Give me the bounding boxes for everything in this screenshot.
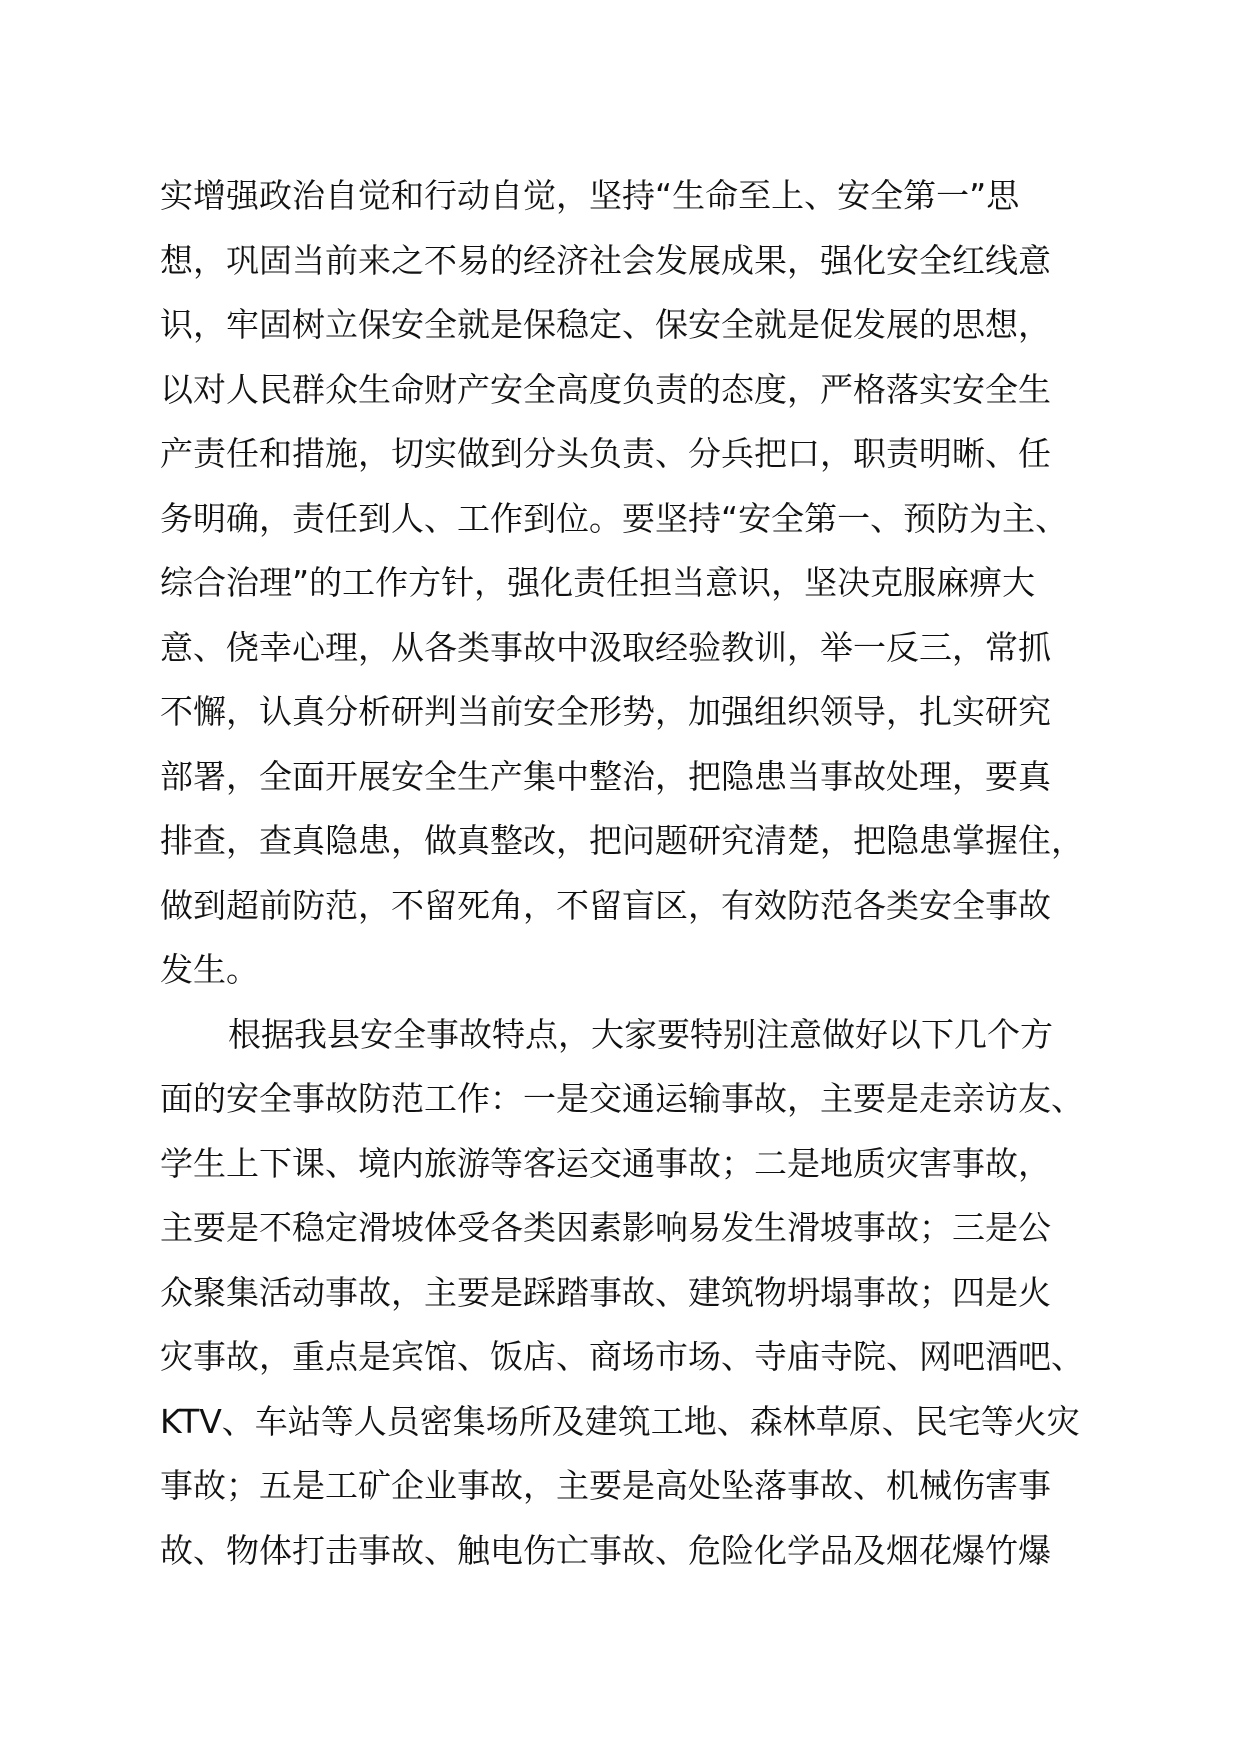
text-line: 面的安全事故防范工作：一是交通运输事故，主要是走亲访友、 <box>160 1079 1084 1118</box>
text-line: KTV、车站等人员密集场所及建筑工地、森林草原、民宅等火灾 <box>160 1401 1080 1441</box>
text-line: 以对人民群众生命财产安全高度负责的态度，严格落实安全生 <box>160 369 1051 409</box>
paragraph-2 <box>160 1003 1120 1584</box>
text-line: 产责任和措施，切实做到分头负责、分兵把口，职责明晰、任 <box>160 434 1051 473</box>
text-line: 想，巩固当前来之不易的经济社会发展成果，强化安全红线意 <box>160 240 1051 280</box>
text-line: 排查，查真隐患，做真整改，把问题研究清楚，把隐患掌握住， <box>160 821 1084 860</box>
body-text <box>160 164 1120 1583</box>
text-line: 灾事故，重点是宾馆、饭店、商场市场、寺庙寺院、网吧酒吧、 <box>160 1337 1084 1376</box>
text-line: 故、物体打击事故、触电伤亡事故、危险化学品及烟花爆竹爆 <box>160 1530 1051 1570</box>
text-line-indented: 根据我县安全事故特点，大家要特别注意做好以下几个方 <box>228 1014 1053 1054</box>
text-line: 意、侥幸心理，从各类事故中汲取经验教训，举一反三，常抓 <box>160 627 1051 667</box>
text-line: 学生上下课、境内旅游等客运交通事故；二是地质灾害事故， <box>160 1143 1051 1183</box>
paragraph-1 <box>160 164 1120 1003</box>
text-line: 不懈，认真分析研判当前安全形势，加强组织领导，扎实研究 <box>160 692 1051 731</box>
text-line: 务明确，责任到人、工作到位。要坚持“安全第一、预防为主、 <box>160 498 1069 538</box>
text-line: 识，牢固树立保安全就是保稳定、保安全就是促发展的思想， <box>160 305 1051 344</box>
text-line: 综合治理”的工作方针，强化责任担当意识，坚决克服麻痹大 <box>160 563 1036 602</box>
text-line: 众聚集活动事故，主要是踩踏事故、建筑物坍塌事故；四是火 <box>160 1272 1051 1312</box>
text-line: 实增强政治自觉和行动自觉，坚持“生命至上、安全第一”思 <box>160 176 1020 215</box>
text-line: 事故；五是工矿企业事故，主要是高处坠落事故、机械伤害事 <box>160 1466 1051 1505</box>
text-line: 发生。 <box>160 950 259 989</box>
text-line: 部署，全面开展安全生产集中整治，把隐患当事故处理，要真 <box>160 756 1051 796</box>
text-line: 主要是不稳定滑坡体受各类因素影响易发生滑坡事故；三是公 <box>160 1208 1051 1247</box>
text-line: 做到超前防范，不留死角，不留盲区，有效防范各类安全事故 <box>160 885 1051 925</box>
